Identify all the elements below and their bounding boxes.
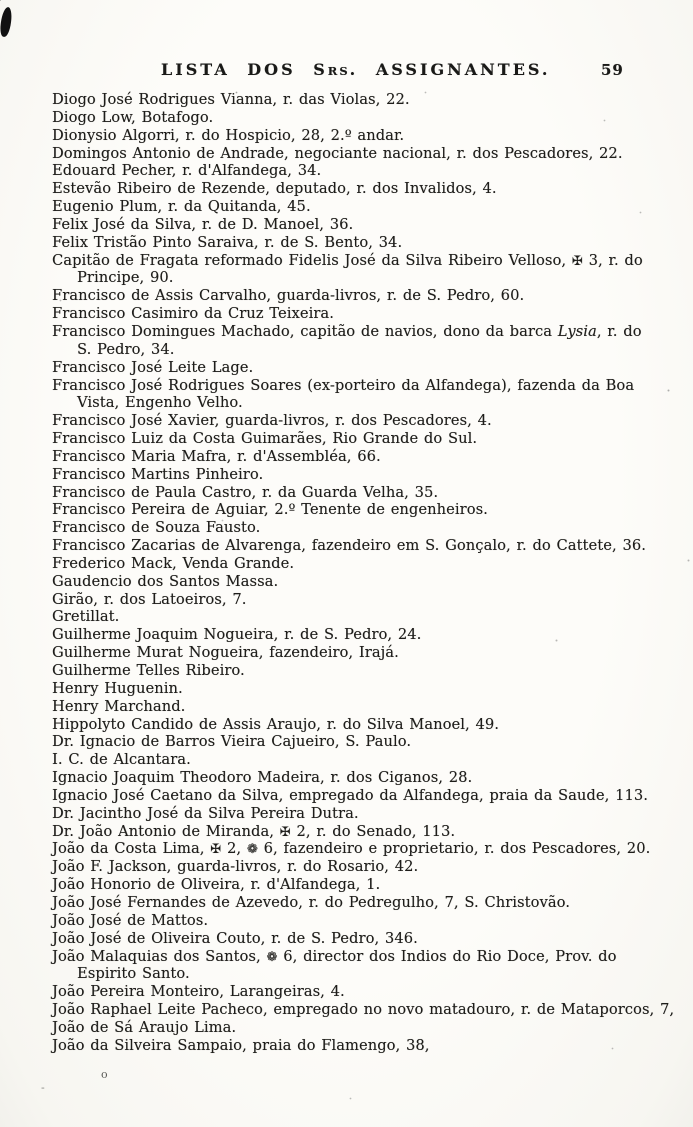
list-entry: Dionysio Algorri, r. do Hospicio, 28, 2.º andar. <box>52 126 405 144</box>
scan-artifact-o: o <box>101 1068 108 1081</box>
list-entry: Ignacio Joaquim Theodoro Madeira, r. dos Ciganos, 28. <box>52 769 473 787</box>
list-entry: Francisco Casimiro da Cruz Teixeira. <box>52 305 334 323</box>
list-entry: Francisco Domingues Machado, capitão de navios, dono da barca Lysia, r. do <box>52 322 642 340</box>
list-entry: Dr. Jacintho José da Silva Pereira Dutra. <box>52 804 359 822</box>
list-entry: Henry Huguenin. <box>52 679 183 697</box>
list-entry-continuation: S. Pedro, 34. <box>77 340 175 358</box>
list-entry: Henry Marchand. <box>52 697 186 715</box>
subscriber-list <box>52 91 684 1055</box>
list-entry: Frederico Mack, Venda Grande. <box>52 554 295 572</box>
list-entry: Guilherme Murat Nogueira, fazendeiro, Irajá. <box>52 644 399 662</box>
maltese-cross-icon: ✠ <box>571 253 583 269</box>
list-entry-continuation: Espirito Santo. <box>77 965 190 983</box>
list-entry: João José Fernandes de Azevedo, r. do Pedregulho, 7, S. Christovão. <box>52 893 571 911</box>
list-entry: Estevão Ribeiro de Rezende, deputado, r. dos Invalidos, 4. <box>52 180 497 198</box>
list-entry: João José de Mattos. <box>52 911 209 929</box>
list-entry: João Raphael Leite Pacheco, empregado no novo matadouro, r. de Mataporcos, 7, <box>52 1001 675 1019</box>
list-entry-continuation: Principe, 90. <box>77 269 174 287</box>
page-number: 59 <box>601 61 624 79</box>
list-entry: João da Costa Lima, ✠ 2, ❁ 6, fazendeiro e proprietario, r. dos Pescadores, 20. <box>52 840 651 858</box>
maltese-cross-icon: ✠ <box>210 842 222 858</box>
rosette-icon: ❁ <box>246 842 258 858</box>
list-entry: Felix José da Silva, r. de D. Manoel, 36. <box>52 215 354 233</box>
list-entry: Francisco Maria Mafra, r. d'Assembléa, 66. <box>52 447 381 465</box>
list-entry: João José de Oliveira Couto, r. de S. Pedro, 346. <box>52 929 418 947</box>
list-entry: Guilherme Joaquim Nogueira, r. de S. Pedro, 24. <box>52 626 422 644</box>
list-entry: Francisco Zacarias de Alvarenga, fazendeiro em S. Gonçalo, r. do Cattete, 36. <box>52 537 646 555</box>
list-entry: Francisco Luiz da Costa Guimarães, Rio Grande do Sul. <box>52 430 478 448</box>
list-entry: Francisco José Leite Lage. <box>52 358 254 376</box>
list-entry-continuation: Vista, Engenho Velho. <box>77 394 243 412</box>
list-entry: João Honorio de Oliveira, r. d'Alfandega, 1. <box>52 876 381 894</box>
list-entry: Guilherme Telles Ribeiro. <box>52 662 245 679</box>
list-entry: Hippolyto Candido de Assis Araujo, r. do Silva Manoel, 49. <box>52 715 499 733</box>
ship-name-italic: Lysia <box>557 322 597 340</box>
list-entry: Dr. João Antonio de Miranda, ✠ 2, r. do Senado, 113. <box>52 822 456 840</box>
list-entry: Girão, r. dos Latoeiros, 7. <box>52 590 247 608</box>
list-entry: Gretillat. <box>52 608 120 626</box>
list-entry: João de Sá Araujo Lima. <box>52 1018 237 1036</box>
list-entry: I. C. de Alcantara. <box>52 751 191 769</box>
list-entry: Francisco Pereira de Aguiar, 2.º Tenente de engenheiros. <box>52 501 488 519</box>
list-entry: Capitão de Fragata reformado Fidelis José da Silva Ribeiro Velloso, ✠ 3, r. do <box>52 251 643 269</box>
list-entry: Gaudencio dos Santos Massa. <box>52 572 279 590</box>
ink-blot <box>0 7 13 38</box>
list-entry: João da Silveira Sampaio, praia do Flamengo, 38, <box>52 1036 430 1054</box>
list-entry: Francisco de Souza Fausto. <box>52 519 261 537</box>
list-entry: Francisco Martins Pinheiro. <box>52 465 264 483</box>
list-entry: Dr. Ignacio de Barros Vieira Cajueiro, S. Paulo. <box>52 733 412 751</box>
list-entry: João F. Jackson, guarda-livros, r. do Rosario, 42. <box>52 858 419 876</box>
list-entry: Eugenio Plum, r. da Quitanda, 45. <box>52 198 311 216</box>
list-entry: Francisco José Rodrigues Soares (ex-porteiro da Alfandega), fazenda da Boa <box>52 376 635 394</box>
maltese-cross-icon: ✠ <box>279 824 291 840</box>
rosette-icon: ❁ <box>266 949 278 965</box>
list-entry: Ignacio José Caetano da Silva, empregado da Alfandega, praia da Saude, 113. <box>52 786 648 804</box>
scan-speckles <box>0 0 1 1</box>
list-entry: Felix Tristão Pinto Saraiva, r. de S. Bento, 34. <box>52 233 403 251</box>
scan-artifact-dash: - <box>41 1081 45 1094</box>
list-entry: Domingos Antonio de Andrade, negociante nacional, r. dos Pescadores, 22. <box>52 144 623 162</box>
page-title: LISTA DOS SRS. ASSIGNANTES. <box>161 60 551 79</box>
list-entry: Edouard Pecher, r. d'Alfandega, 34. <box>52 162 322 180</box>
list-entry: Francisco de Paula Castro, r. da Guarda Velha, 35. <box>52 483 439 501</box>
list-entry: Diogo Low, Botafogo. <box>52 108 214 126</box>
list-entry: Francisco José Xavier, guarda-livros, r. dos Pescadores, 4. <box>52 412 492 430</box>
list-entry: Francisco de Assis Carvalho, guarda-livros, r. de S. Pedro, 60. <box>52 287 525 305</box>
list-entry: Diogo José Rodrigues Vianna, r. das Violas, 22. <box>52 91 410 108</box>
list-entry: João Pereira Monteiro, Larangeiras, 4. <box>52 983 345 1001</box>
list-entry: João Malaquias dos Santos, ❁ 6, director dos Indios do Rio Doce, Prov. do <box>52 947 617 965</box>
